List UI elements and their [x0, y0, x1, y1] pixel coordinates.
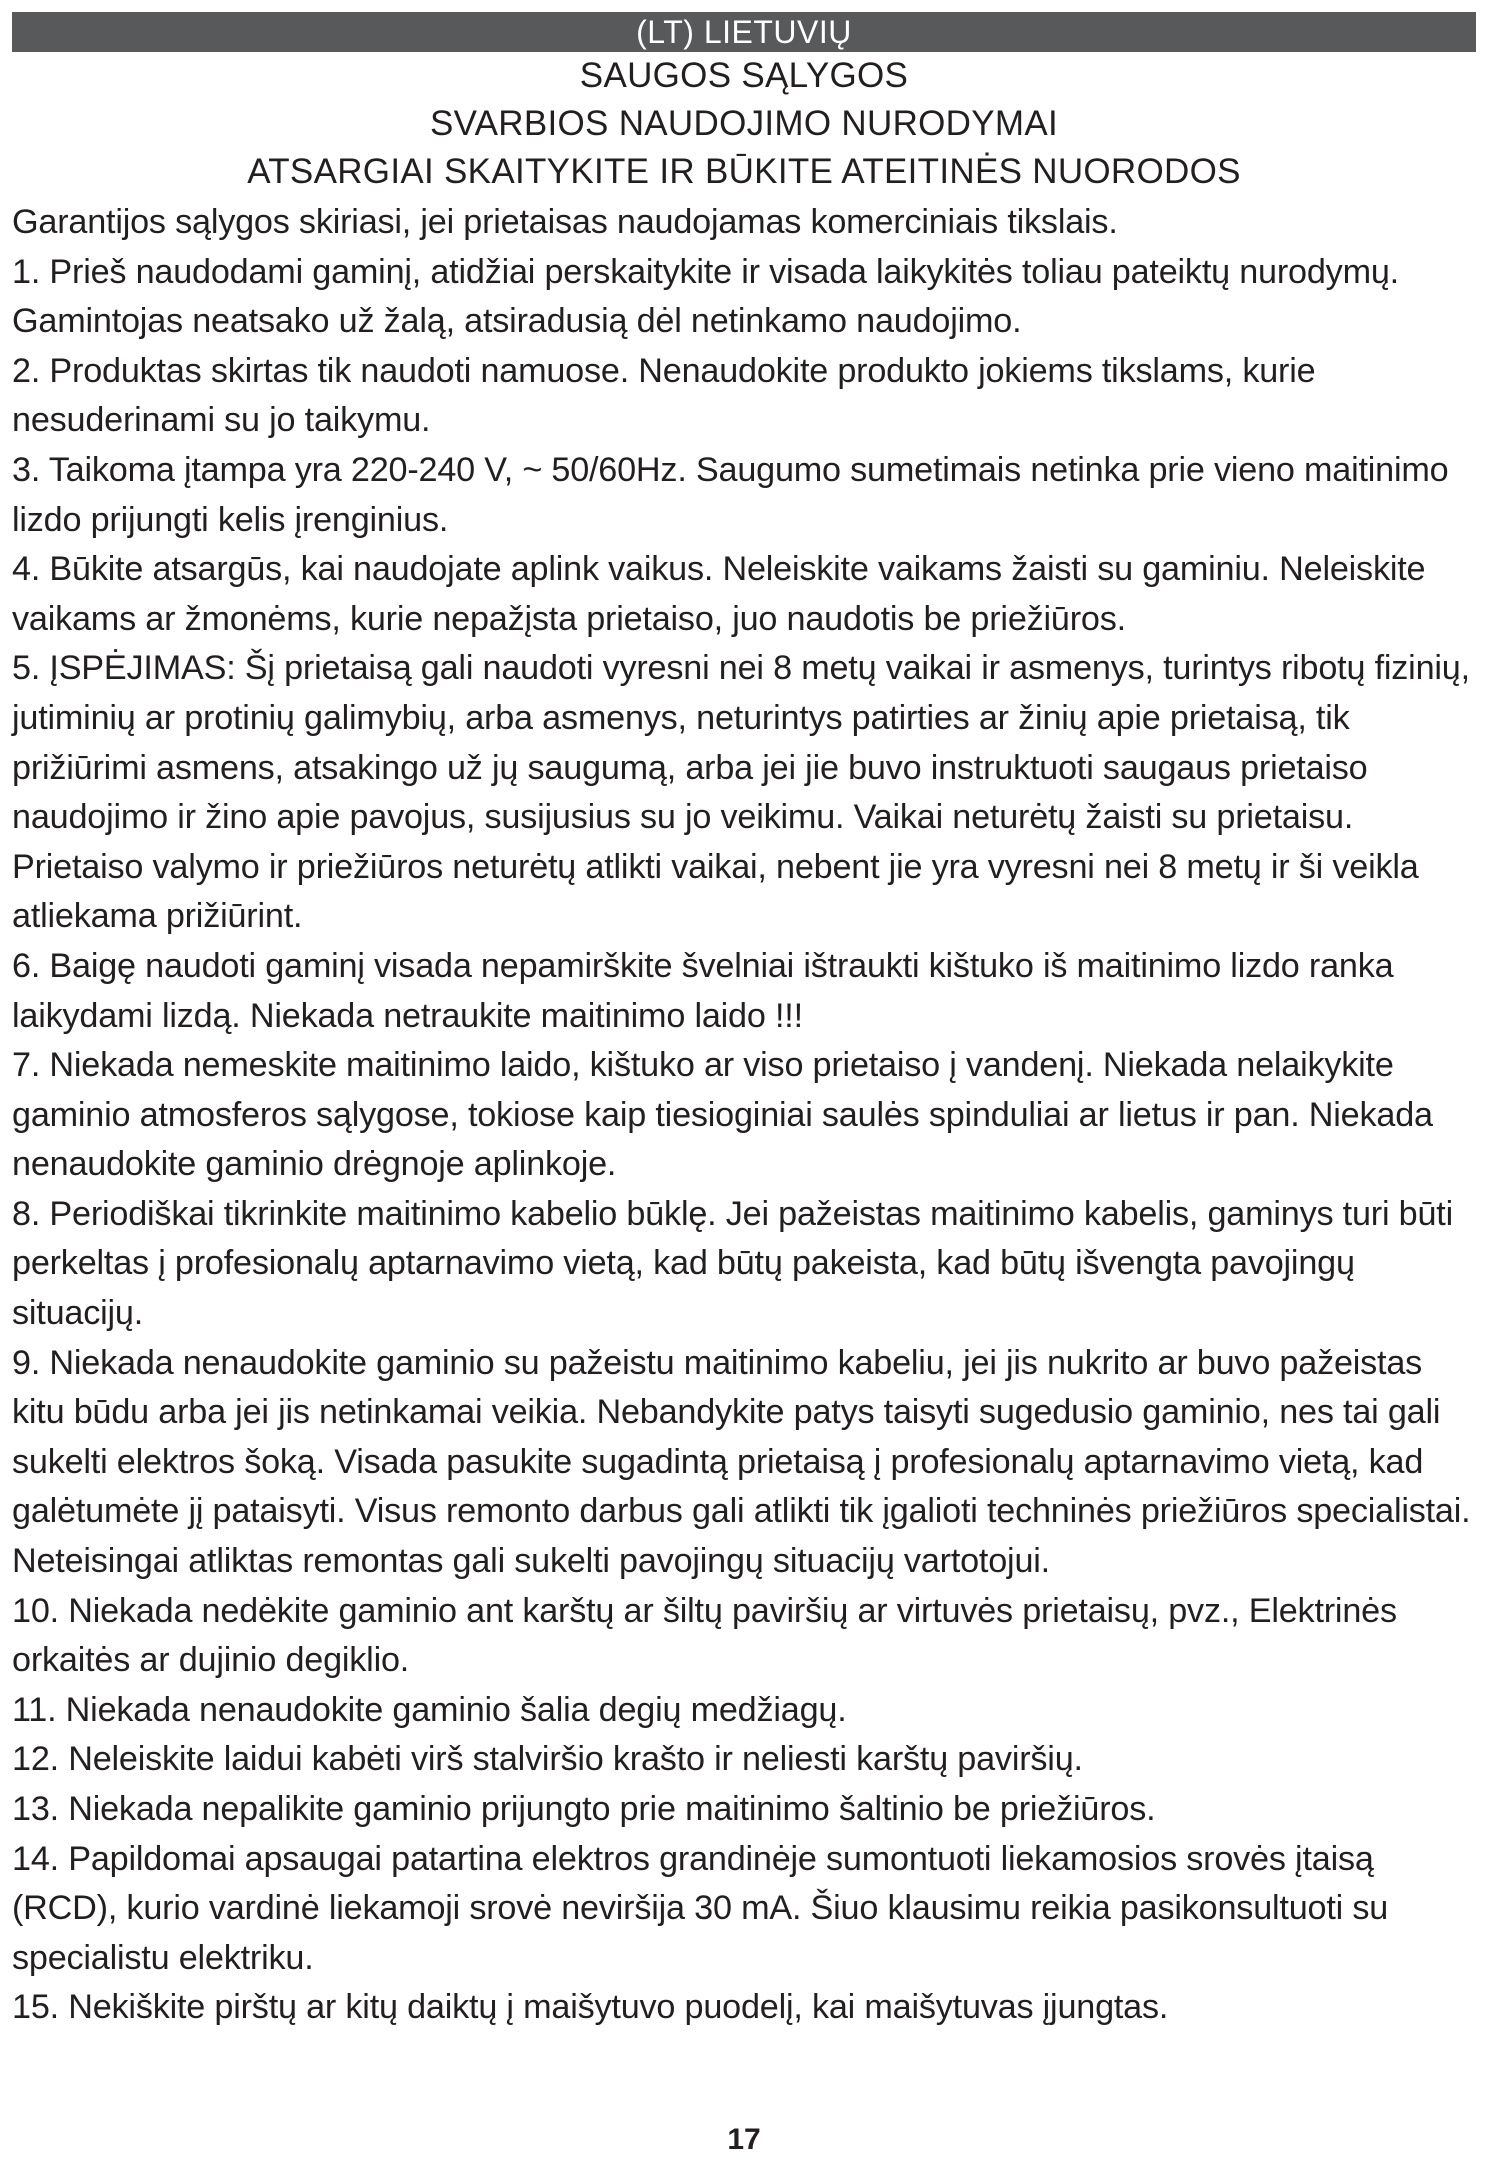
instruction-item-12: 12. Neleiskite laidui kabėti virš stalviršio krašto ir neliesti karštų paviršių. [12, 1740, 1083, 1779]
language-bar: (LT) LIETUVIŲ [12, 12, 1476, 52]
instruction-item-1: 1. Prieš naudodami gaminį, atidžiai perskaitykite ir visada laikykitės toliau pateiktų nurodymų. Gamintojas neatsako už žalą, atsiradusią dėl netinkamo naudojimo. [12, 252, 1399, 341]
instruction-item-3: 3. Taikoma įtampa yra 220-240 V, ~ 50/60Hz. Saugumo sumetimais netinka prie vieno maitinimo lizdo prijungti kelis įrenginius. [12, 450, 1449, 539]
instruction-item-5: 5. ĮSPĖJIMAS: Šį prietaisą gali naudoti vyresni nei 8 metų vaikai ir asmenys, turintys ribotų fizinių, jutiminių ar protinių galimybių, arba asmenys, neturintys patirties ar žinių apie prietaisą, tik prižiūrimi asmens, atsakingo už jų saugumą, arba jei jie buvo instruktuoti saugaus prietaiso naudojimo ir žino apie pavojus, susijusius su jo veikimu. Vaikai neturėtų žaisti su prietaisu. Prietaiso valymo ir priežiūros neturėtų atlikti vaikai, nebent jie yra vyresni nei 8 metų ir ši veikla atliekama prižiūrint. [12, 649, 1470, 936]
warranty-note: Garantijos sąlygos skiriasi, jei prietaisas naudojamas komerciniais tikslais. [12, 203, 1118, 241]
section-title: SAUGOS SĄLYGOS [579, 56, 909, 95]
reading-notice: ATSARGIAI SKAITYKITE IR BŪKITE ATEITINĖS NUORODOS [247, 152, 1241, 191]
page-number: 17 [727, 2123, 761, 2156]
manual-page [12, 12, 1476, 2033]
instruction-item-7: 7. Niekada nemeskite maitinimo laido, kištuko ar viso prietaiso į vandenį. Niekada nelaikykite gaminio atmosferos sąlygose, tokiose kaip tiesioginiai saulės spinduliai ar lietus ir pan. Niekada nenaudokite gaminio drėgnoje aplinkoje. [12, 1046, 1433, 1184]
instruction-item-10: 10. Niekada nedėkite gaminio ant karštų ar šiltų paviršių ar virtuvės prietaisų, pvz., Elektrinės orkaitės ar dujinio degiklio. [12, 1591, 1397, 1680]
instruction-item-2: 2. Produktas skirtas tik naudoti namuose. Nenaudokite produkto jokiems tikslams, kurie nesuderinami su jo taikymu. [12, 351, 1316, 440]
instruction-item-13: 13. Niekada nepalikite gaminio prijungto prie maitinimo šaltinio be priežiūros. [12, 1790, 1156, 1828]
instruction-item-6: 6. Baigę naudoti gaminį visada nepamirškite švelniai ištraukti kištuko iš maitinimo lizdo ranka laikydami lizdą. Niekada netraukite maitinimo laido !!! [12, 946, 1394, 1035]
instruction-item-11: 11. Niekada nenaudokite gaminio šalia degių medžiagų. [12, 1690, 847, 1729]
instruction-item-8: 8. Periodiškai tikrinkite maitinimo kabelio būklę. Jei pažeistas maitinimo kabelis, gaminys turi būti perkeltas į profesionalų aptarnavimo vietą, kad būtų pakeista, kad būtų išvengta pavojingų situacijų. [12, 1194, 1453, 1333]
safety-instructions [12, 198, 1476, 2033]
instruction-item-4: 4. Būkite atsargūs, kai naudojate aplink vaikus. Neleiskite vaikams žaisti su gaminiu. Neleiskite vaikams ar žmonėms, kurie nepažįsta prietaiso, juo naudotis be priežiūros. [12, 550, 1426, 638]
instruction-item-15: 15. Nekiškite pirštų ar kitų daiktų į maišytuvo puodelį, kai maišytuvas įjungtas. [12, 1988, 1169, 2027]
section-subtitle: SVARBIOS NAUDOJIMO NURODYMAI [429, 104, 1059, 143]
instruction-item-14: 14. Papildomai apsaugai patartina elektros grandinėje sumontuoti liekamosios srovės įtaisą (RCD), kurio vardinė liekamoji srovė neviršija 30 mA. Šiuo klausimu reikia pasikonsultuoti su specialistu elektriku. [12, 1839, 1389, 1977]
instruction-item-9: 9. Niekada nenaudokite gaminio su pažeistu maitinimo kabeliu, jei jis nukrito ar buvo pažeistas kitu būdu arba jei jis netinkamai veikia. Nebandykite patys taisyti sugedusio gaminio, nes tai gali sukelti elektros šoką. Visada pasukite sugadintą prietaisą į profesionalų aptarnavimo vietą, kad galėtumėte jį pataisyti. Visus remonto darbus gali atlikti tik įgalioti techninės priežiūros specialistai. Neteisingai atliktas remontas gali sukelti pavojingų situacijų vartotojui. [12, 1343, 1471, 1581]
